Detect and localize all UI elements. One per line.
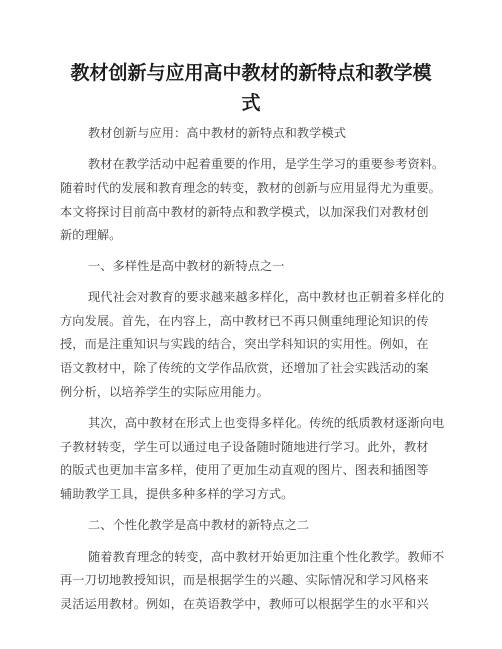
section-1-heading: 一、多样性是高中教材的新特点之一 <box>88 259 285 273</box>
section-1-paragraph-2-line: 的版式也更加丰富多样，使用了更加生动直观的图片、图表和插图等 <box>60 463 429 477</box>
intro-line: 本文将探讨目前高中教材的新特点和教学模式，以加深我们对教材创 <box>60 205 429 219</box>
section-1-paragraph-1-line: 现代社会对教育的要求越来越多样化，高中教材也正朝着多样化的 <box>88 290 445 304</box>
document-title-line-2: 式 <box>241 92 261 114</box>
section-2-paragraph-1-line: 随着教育理念的转变，高中教材开始更加注重个性化教学。教师不 <box>88 550 445 564</box>
document-title-line-1: 教材创新与应用高中教材的新特点和教学模 <box>70 62 432 84</box>
section-1-paragraph-1-line: 语文教材中，除了传统的文学作品欣赏，还增加了社会实践活动的案 <box>60 361 429 375</box>
section-2-paragraph-1-line: 灵活运用教材。例如，在英语教学中，教师可以根据学生的水平和兴 <box>60 597 429 611</box>
intro-line: 随着时代的发展和教育理念的转变，教材的创新与应用显得尤为重要。 <box>60 181 441 195</box>
document-subtitle: 教材创新与应用：高中教材的新特点和教学模式 <box>88 126 347 140</box>
section-1-paragraph-1-line: 授，而是注重知识与实践的结合，突出学科知识的实用性。例如，在 <box>60 337 429 351</box>
intro-line: 教材在教学活动中起着重要的作用，是学生学习的重要参考资料。 <box>88 157 445 171</box>
section-1-paragraph-2-line: 其次，高中教材在形式上也变得多样化。传统的纸质教材逐渐向电 <box>88 416 445 430</box>
section-1-paragraph-2-line: 辅助教学工具，提供多种多样的学习方式。 <box>60 487 294 501</box>
section-1-paragraph-2-line: 子教材转变，学生可以通过电子设备随时随地进行学习。此外，教材 <box>60 440 429 454</box>
section-1-paragraph-1-line: 方向发展。首先，在内容上，高中教材已不再只侧重纯理论知识的传 <box>60 314 429 328</box>
section-2-heading: 二、个性化教学是高中教材的新特点之二 <box>88 518 310 532</box>
section-1-paragraph-1-line: 例分析，以培养学生的实际应用能力。 <box>60 385 269 399</box>
intro-line: 新的理解。 <box>60 228 122 242</box>
section-2-paragraph-1-line: 再一刀切地教授知识，而是根据学生的兴趣、实际情况和学习风格来 <box>60 573 429 587</box>
